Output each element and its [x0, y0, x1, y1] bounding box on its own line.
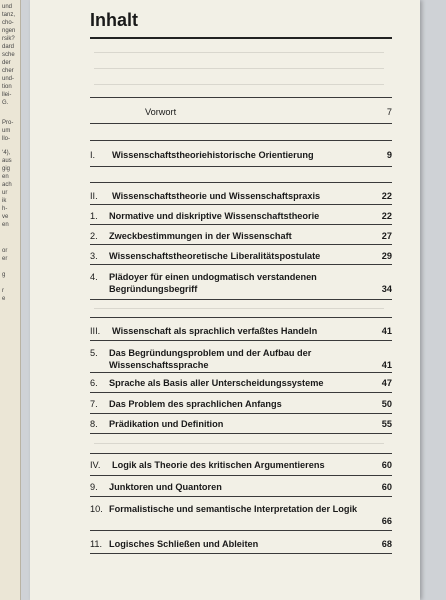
divider — [90, 317, 392, 318]
facing-page-text-fragment: llei- — [2, 92, 12, 98]
divider — [90, 244, 392, 245]
facing-page-text-fragment: und — [2, 4, 13, 10]
facing-page-text-fragment: en — [2, 174, 9, 180]
divider — [90, 530, 392, 531]
entry-page: 9 — [386, 150, 392, 160]
facing-page-text-fragment: sche — [2, 52, 15, 58]
divider — [90, 224, 392, 225]
bleed-through-line — [94, 308, 384, 309]
facing-page-text-fragment: tanz, — [2, 12, 16, 18]
facing-page-text-fragment: und- — [2, 76, 15, 82]
entry-title: Sprache als Basis aller Unterscheidungssysteme — [109, 378, 324, 388]
facing-page-text-fragment: ach — [2, 182, 12, 188]
facing-page-text-fragment: ve — [2, 214, 9, 220]
entry-title: Vorwort — [145, 107, 177, 117]
facing-page-text-fragment: ngen — [2, 28, 16, 34]
facing-page-text-fragment: rsik? — [2, 36, 15, 42]
facing-page-text-fragment: aus — [2, 158, 12, 164]
entry-page: 68 — [381, 539, 392, 549]
divider — [90, 123, 392, 124]
entry-number: 3. — [90, 251, 98, 261]
entry-number: 7. — [90, 399, 98, 409]
entry-number: II. — [90, 191, 98, 201]
entry-title: Prädikation und Definition — [109, 419, 224, 429]
bleed-through-line — [94, 52, 384, 53]
entry-title: Wissenschaftstheoriehistorische Orientierung — [112, 150, 314, 160]
facing-page-text-fragment: ik — [2, 198, 7, 204]
facing-page-text-fragment: g — [2, 272, 6, 278]
facing-page-edge — [0, 0, 21, 600]
facing-page-text-fragment: Pro- — [2, 120, 14, 126]
entry-number: 4. — [90, 272, 98, 282]
entry-number: 5. — [90, 348, 98, 358]
facing-page-text-fragment: llo- — [2, 136, 11, 142]
bleed-through-line — [94, 84, 384, 85]
divider — [90, 475, 392, 476]
entry-page: 47 — [381, 378, 392, 388]
entry-number: 1. — [90, 211, 98, 221]
entry-page: 50 — [381, 399, 392, 409]
facing-page-text-fragment: or — [2, 248, 8, 254]
entry-page: 55 — [381, 419, 392, 429]
entry-page: 34 — [381, 284, 392, 294]
divider — [90, 140, 392, 141]
entry-title: Zweckbestimmungen in der Wissenschaft — [109, 231, 292, 241]
facing-page-text-fragment: er — [2, 256, 8, 262]
facing-page-text-fragment: en — [2, 222, 9, 228]
divider — [90, 413, 392, 414]
entry-title: Logisches Schließen und Ableiten — [109, 539, 259, 549]
entry-page: 29 — [381, 251, 392, 261]
entry-number: 10. — [90, 504, 103, 514]
divider — [90, 204, 392, 205]
facing-page-text-fragment: G. — [2, 100, 9, 106]
facing-page-text-fragment: h- — [2, 206, 8, 212]
facing-page-text-fragment: ur — [2, 190, 8, 196]
entry-title: Plädoyer für einen undogmatisch verstandenen Begründungsbegriff — [109, 272, 317, 294]
entry-page: 41 — [381, 326, 392, 336]
divider — [90, 182, 392, 183]
entry-number: III. — [90, 326, 101, 336]
entry-page: 60 — [381, 460, 392, 470]
divider — [90, 496, 392, 497]
entry-page: 66 — [381, 516, 392, 526]
facing-page-text-fragment: tion — [2, 84, 12, 90]
entry-title: Wissenschaftstheorie und Wissenschaftspraxis — [112, 191, 321, 201]
facing-page-text-fragment: der — [2, 60, 11, 66]
entry-number: 8. — [90, 419, 98, 429]
entry-title: Logik als Theorie des kritischen Argumentierens — [112, 460, 325, 470]
entry-page: 7 — [386, 107, 392, 117]
divider — [90, 340, 392, 341]
entry-number: 9. — [90, 482, 98, 492]
page-title: Inhalt — [90, 10, 138, 30]
entry-page: 27 — [381, 231, 392, 241]
facing-page-text-fragment: gig — [2, 166, 11, 172]
entry-number: I. — [90, 150, 96, 160]
entry-page: 22 — [381, 211, 392, 221]
entry-number: 6. — [90, 378, 98, 388]
entry-title: Formalistische und semantische Interpretation der Logik — [109, 504, 358, 514]
divider — [90, 553, 392, 554]
title-rule — [90, 37, 392, 39]
facing-page-text-fragment: ‘4), — [2, 150, 11, 156]
divider — [90, 392, 392, 393]
entry-page: 22 — [381, 191, 392, 201]
facing-page-text-fragment: dard — [2, 44, 15, 50]
facing-page-text-fragment: r — [2, 288, 4, 294]
entry-title: Normative und diskriptive Wissenschaftstheorie — [109, 211, 320, 221]
facing-page-text-fragment: cher — [2, 68, 14, 74]
divider — [90, 264, 392, 265]
bleed-through-line — [94, 443, 384, 444]
divider — [90, 433, 392, 434]
divider — [90, 372, 392, 373]
entry-number: 2. — [90, 231, 98, 241]
divider — [90, 299, 392, 300]
entry-title: Das Problem des sprachlichen Anfangs — [109, 399, 282, 409]
divider — [90, 97, 392, 98]
entry-title: Wissenschaftstheoretische Liberalitätspostulate — [109, 251, 321, 261]
entry-title: Wissenschaft als sprachlich verfaßtes Handeln — [112, 326, 318, 336]
entry-page: 41 — [381, 360, 392, 370]
bleed-through-line — [94, 68, 384, 69]
contents-page — [30, 0, 420, 600]
divider — [90, 166, 392, 167]
facing-page-text-fragment: cho- — [2, 20, 14, 26]
entry-number: 11. — [90, 539, 103, 549]
facing-page-text-fragment: um — [2, 128, 11, 134]
divider — [90, 453, 392, 454]
entry-title: Junktoren und Quantoren — [109, 482, 222, 492]
entry-number: IV. — [90, 460, 101, 470]
entry-page: 60 — [381, 482, 392, 492]
facing-page-text-fragment: e — [2, 296, 6, 302]
entry-title: Das Begründungsproblem und der Aufbau der Wissenschaftssprache — [109, 348, 312, 370]
